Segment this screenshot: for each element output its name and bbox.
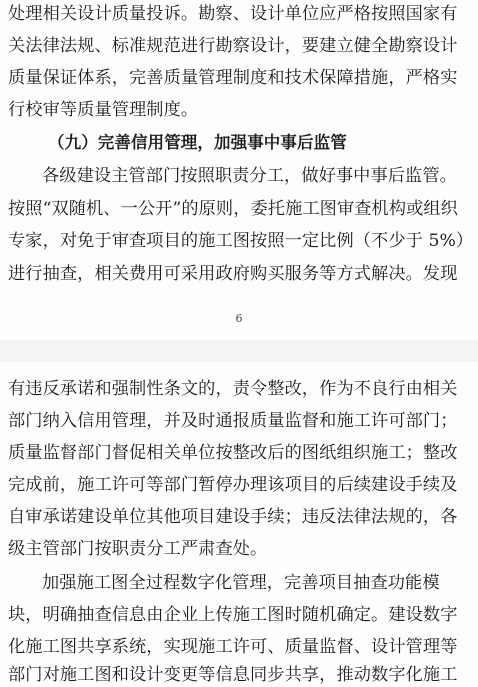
paragraph-line: 各级建设主管部门按照职责分工，做好事中事后监管。 bbox=[42, 166, 457, 186]
paragraph-line: 级主管部门按职责分工严肃查处。 bbox=[8, 539, 268, 559]
paragraph-line: 块，明确抽查信息由企业上传施工图时随机确定。建设数字 bbox=[8, 605, 458, 625]
paragraph-line: 质量监督部门督促相关单位按整改后的图纸组织施工；整改 bbox=[8, 443, 458, 463]
paragraph-line: 有违反承诺和强制性条文的，责令整改，作为不良行由相关 bbox=[8, 379, 458, 399]
page-gap bbox=[0, 340, 478, 362]
paragraph-line: 自审承诺建设单位其他项目建设手续；违反法律法规的，各 bbox=[8, 507, 458, 527]
paragraph-line: 行校审等质量管理制度。 bbox=[8, 100, 199, 120]
paragraph-line: 质量保证体系，完善质量管理制度和技术保障措施，严格实 bbox=[8, 68, 458, 88]
page-number: 6 bbox=[235, 312, 243, 325]
section-heading: （九）完善信用管理，加强事中事后监管 bbox=[48, 133, 347, 152]
paragraph-line: 加强施工图全过程数字化管理，完善项目抽查功能模 bbox=[42, 573, 440, 593]
paragraph-line: 化施工图共享系统，实现施工许可、质量监督、设计管理等 bbox=[8, 637, 458, 657]
paragraph-line: 完成前，施工许可等部门暂停办理该项目的后续建设手续及 bbox=[8, 475, 458, 495]
paragraph-line: 处理相关设计质量投诉。勘察、设计单位应严格按照国家有 bbox=[8, 4, 458, 24]
paragraph-line: 关法律法规、标准规范进行勘察设计，要建立健全勘察设计 bbox=[8, 36, 458, 56]
paragraph-line: 专家，对免于审查项目的施工图按照一定比例（不少于 5%） bbox=[8, 231, 474, 251]
paragraph-line: 部门对施工图和设计变更等信息同步共享，推动数字化施工 bbox=[8, 665, 458, 685]
paragraph-line: 部门纳入信用管理，并及时通报质量监督和施工许可部门； bbox=[8, 411, 458, 431]
paragraph-line: 按照“双随机、一公开”的原则，委托施工图审查机构或组织 bbox=[8, 199, 458, 219]
paragraph-line: 进行抽查，相关费用可采用政府购买服务等方式解决。发现 bbox=[8, 264, 458, 284]
